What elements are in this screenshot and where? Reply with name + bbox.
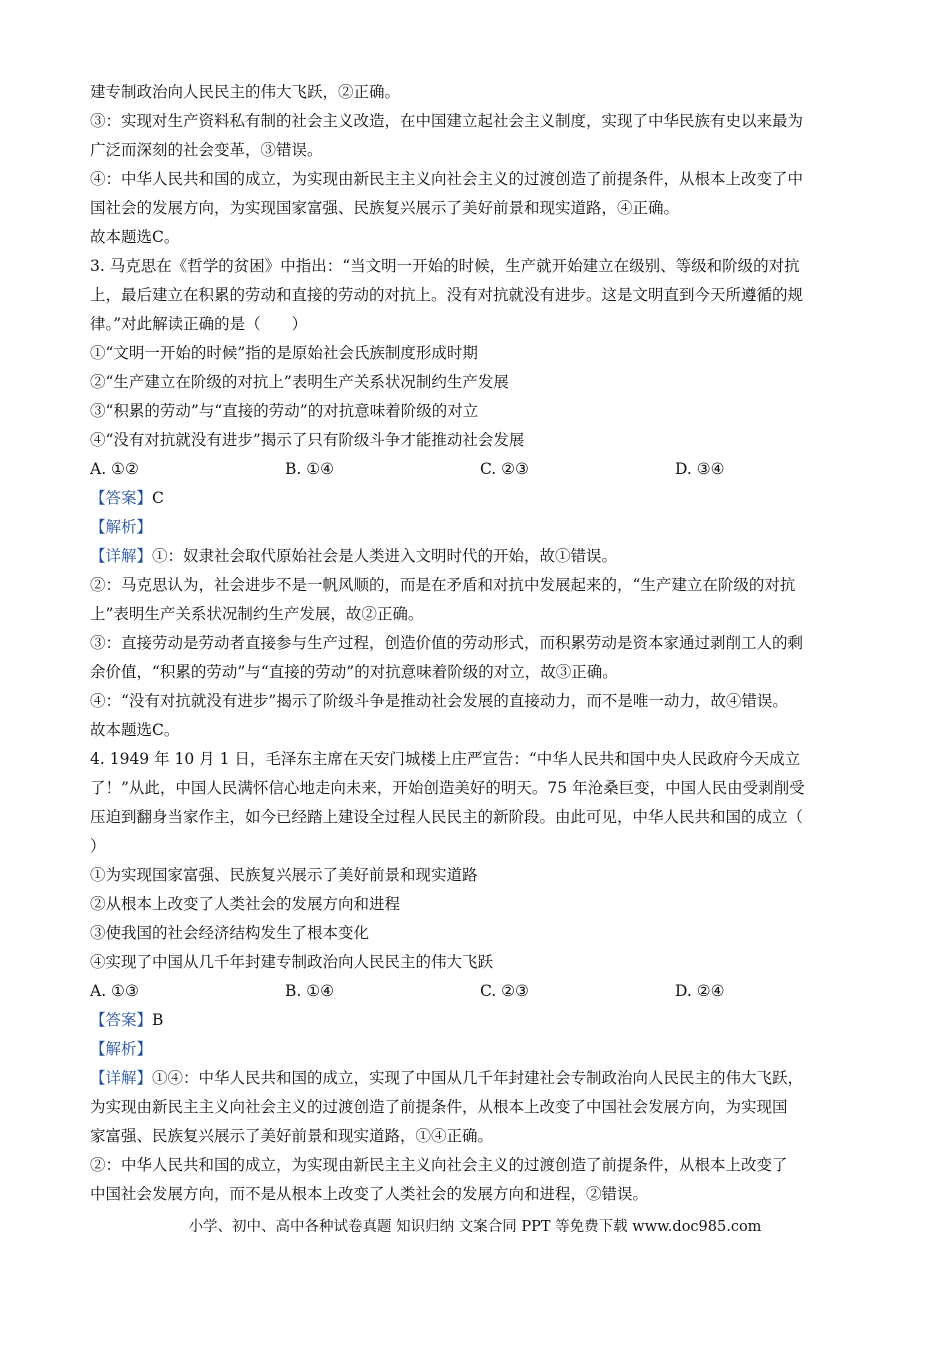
- option-c: C. ②③: [480, 982, 529, 1000]
- analysis-tag: 【解析】: [90, 518, 153, 536]
- answer-tag: 【答案】: [90, 489, 153, 507]
- detail-text: ①④：中华人民共和国的成立，实现了中国从几千年封建社会专制政治向人民民主的伟大飞跃，: [152, 1069, 804, 1087]
- question-stem-line: ）: [90, 837, 106, 855]
- text-line: 建专制政治向人民民主的伟大飞跃，②正确。: [90, 83, 401, 101]
- option-d: D. ②④: [675, 982, 725, 1000]
- analysis-tag: 【解析】: [90, 1040, 153, 1058]
- option-b: B. ①④: [285, 982, 335, 1000]
- statement: ④“没有对抗就没有进步”揭示了只有阶级斗争才能推动社会发展: [90, 431, 525, 449]
- text-line: 故本题选C。: [90, 228, 180, 246]
- statement: ③使我国的社会经济结构发生了根本变化: [90, 924, 370, 942]
- detail-line: ④：“没有对抗就没有进步”揭示了阶级斗争是推动社会发展的直接动力，而不是唯一动力，故④错误。: [90, 692, 788, 710]
- statement: ①为实现国家富强、民族复兴展示了美好前景和现实道路: [90, 866, 478, 884]
- detail-tag: 【详解】: [90, 1069, 153, 1087]
- option-a: A. ①③: [90, 982, 139, 1000]
- detail-line: [90, 1064, 870, 1093]
- detail-line: ③：直接劳动是劳动者直接参与生产过程，创造价值的劳动形式，而积累劳动是资本家通过剥削工人的剩: [90, 634, 804, 652]
- text-line: ④：中华人民共和国的成立，为实现由新民主主义向社会主义的过渡创造了前提条件，从根本上改变了中: [90, 170, 804, 188]
- question-stem-line: 了！”从此，中国人民满怀信心地走向未来，开始创造美好的明天。75 年沧桑巨变，中国人民由受剥削受: [90, 779, 805, 797]
- option-b: B. ①④: [285, 460, 335, 478]
- detail-line: 上”表明生产关系状况制约生产发展，故②正确。: [90, 605, 424, 623]
- detail-line: 为实现由新民主主义向社会主义的过渡创造了前提条件，从根本上改变了中国社会发展方向，为实现国: [90, 1098, 788, 1116]
- answer-value: C: [152, 489, 164, 507]
- page-footer: 小学、初中、高中各种试卷真题 知识归纳 文案合同 PPT 等免费下载 www.doc985.com: [188, 1219, 762, 1235]
- text-line: 广泛而深刻的社会变革，③错误。: [90, 141, 323, 159]
- option-c: C. ②③: [480, 460, 529, 478]
- question-stem-line: 3. 马克思在《哲学的贫困》中指出：“当文明一开始的时候，生产就开始建立在级别、等级和阶级的对抗: [90, 257, 800, 275]
- statement: ②“生产建立在阶级的对抗上”表明生产关系状况制约生产发展: [90, 373, 509, 391]
- answer-line: [90, 1006, 870, 1035]
- detail-line: ②：马克思认为，社会进步不是一帆风顺的，而是在矛盾和对抗中发展起来的，“生产建立在阶级的对抗: [90, 576, 796, 594]
- detail-tag: 【详解】: [90, 547, 153, 565]
- detail-text: ①：奴隶社会取代原始社会是人类进入文明时代的开始，故①错误。: [152, 547, 618, 565]
- analysis-line: [90, 513, 870, 542]
- detail-line: 中国社会发展方向，而不是从根本上改变了人类社会的发展方向和进程，②错误。: [90, 1185, 649, 1203]
- detail-line: 家富强、民族复兴展示了美好前景和现实道路，①④正确。: [90, 1127, 494, 1145]
- question-4: [90, 745, 870, 1209]
- detail-line: ②：中华人民共和国的成立，为实现由新民主主义向社会主义的过渡创造了前提条件，从根本上改变了: [90, 1156, 788, 1174]
- answer-line: [90, 484, 870, 513]
- detail-line: 故本题选C。: [90, 721, 180, 739]
- detail-line: [90, 542, 870, 571]
- text-line: ③：实现对生产资料私有制的社会主义改造，在中国建立起社会主义制度，实现了中华民族有史以来最为: [90, 112, 804, 130]
- detail-line: 余价值，“积累的劳动”与“直接的劳动”的对抗意味着阶级的对立，故③正确。: [90, 663, 618, 681]
- statement: ①“文明一开始的时候”指的是原始社会氏族制度形成时期: [90, 344, 478, 362]
- statement: ②从根本上改变了人类社会的发展方向和进程: [90, 895, 401, 913]
- statement: ③“积累的劳动”与“直接的劳动”的对抗意味着阶级的对立: [90, 402, 479, 420]
- answer-options: [90, 455, 870, 484]
- question-3: [90, 252, 870, 745]
- document-page: [90, 78, 870, 1209]
- question-stem-line: 压迫到翻身当家作主，如今已经踏上建设全过程人民民主的新阶段。由此可见，中华人民共和国的成立（: [90, 808, 804, 826]
- answer-options: [90, 977, 870, 1006]
- question-stem-line: 律。”对此解读正确的是（ ）: [90, 315, 308, 333]
- statement: ④实现了中国从几千年封建专制政治向人民民主的伟大飞跃: [90, 953, 494, 971]
- analysis-line: [90, 1035, 870, 1064]
- text-line: 国社会的发展方向，为实现国家富强、民族复兴展示了美好前景和现实道路，④正确。: [90, 199, 680, 217]
- option-a: A. ①②: [90, 460, 139, 478]
- answer-tag: 【答案】: [90, 1011, 153, 1029]
- question-stem-line: 4. 1949 年 10 月 1 日，毛泽东主席在天安门城楼上庄严宣告：“中华人民共和国中央人民政府今天成立: [90, 750, 801, 768]
- question-stem-line: 上，最后建立在积累的劳动和直接的劳动的对抗上。没有对抗就没有进步。这是文明直到今天所遵循的规: [90, 286, 804, 304]
- answer-value: B: [152, 1011, 164, 1029]
- option-d: D. ③④: [675, 460, 725, 478]
